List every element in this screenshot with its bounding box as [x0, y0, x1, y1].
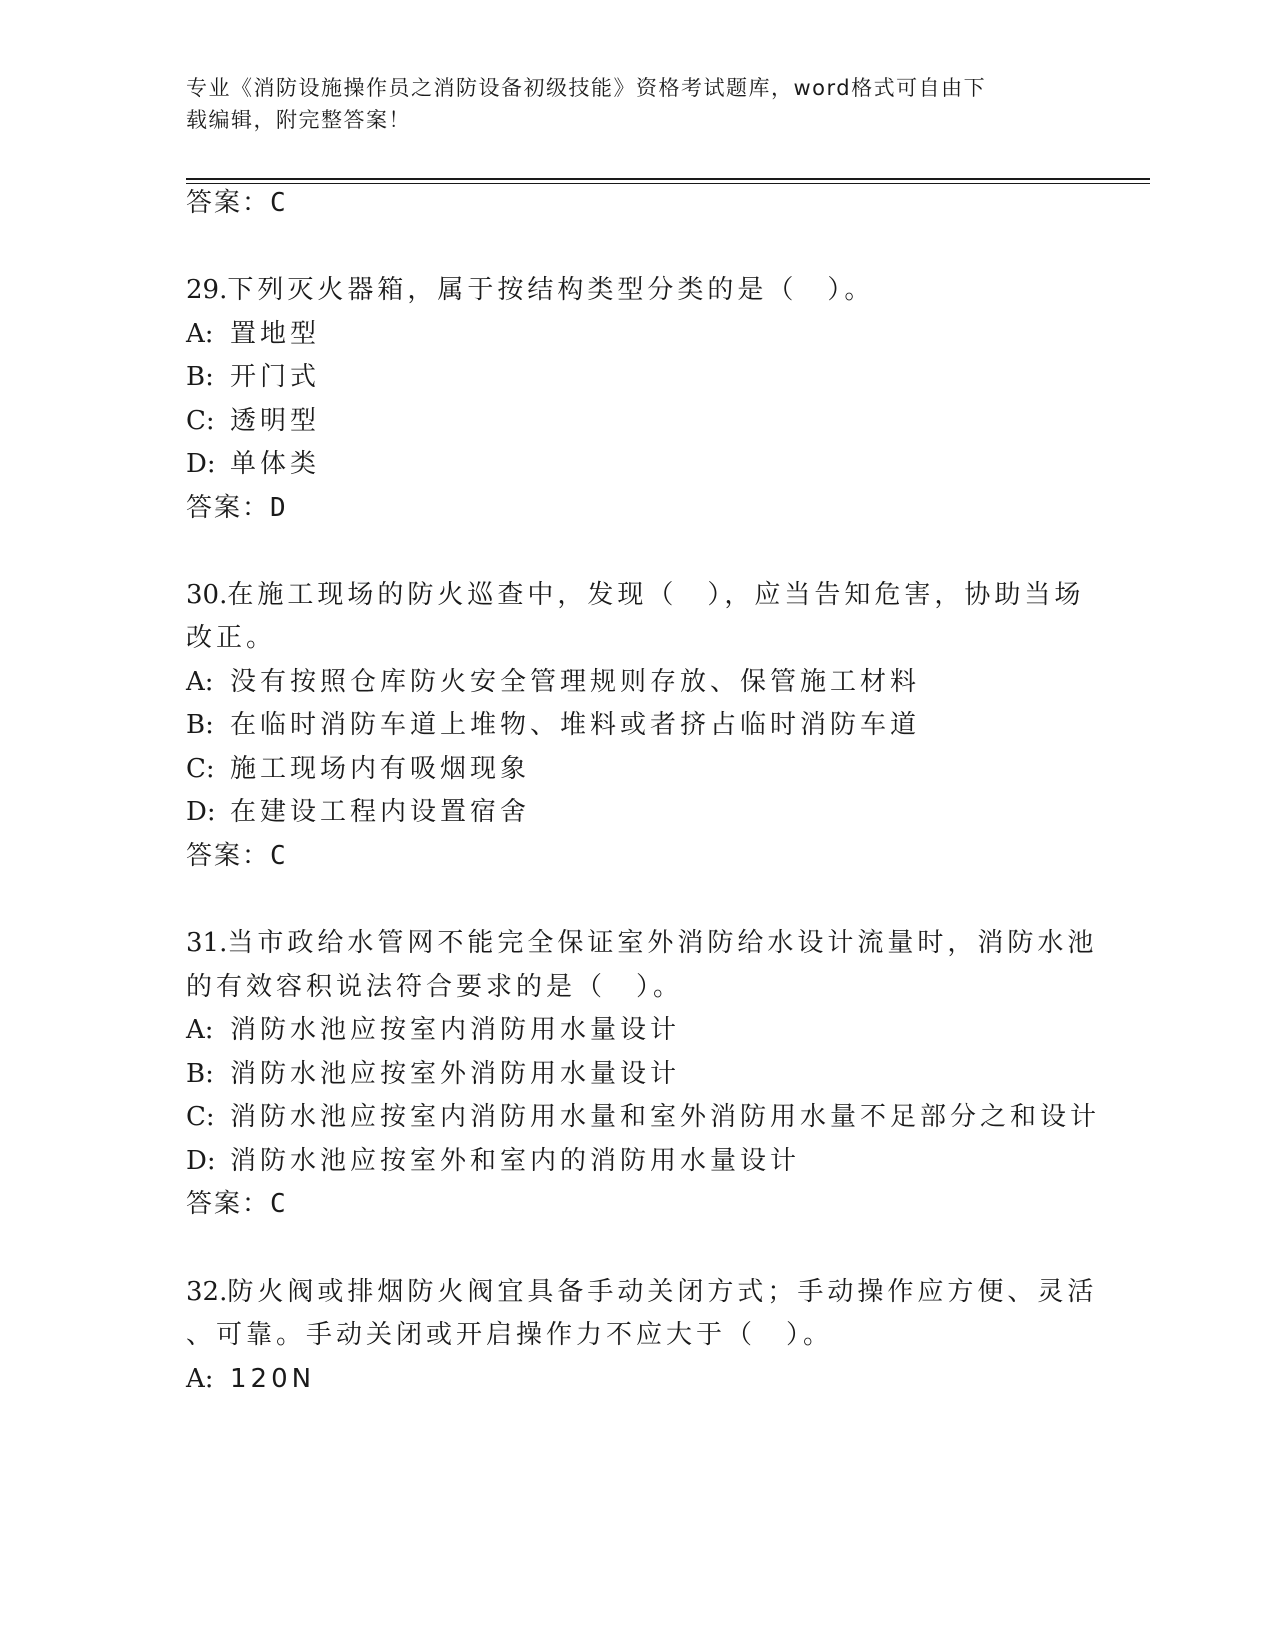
header-line-1: 专业《消防设施操作员之消防设备初级技能》资格考试题库，word格式可自由下 — [186, 76, 987, 100]
option-text: 透明型 — [230, 406, 321, 436]
option-letter: D: — [186, 449, 216, 479]
option-letter: B: — [186, 710, 214, 740]
answer-value: C — [270, 1189, 287, 1219]
header-line-2: 载编辑，附完整答案！ — [186, 108, 411, 132]
question-text: 、可靠。手动关闭或开启操作力不应大于（ ）。 — [186, 1320, 834, 1350]
option-row — [186, 447, 320, 481]
question-number: 31. — [186, 928, 228, 958]
option-letter: D: — [186, 1146, 216, 1176]
option-text: 在临时消防车道上堆物、堆料或者挤占临时消防车道 — [230, 710, 921, 740]
question-text: 下列灭火器箱，属于按结构类型分类的是（ ）。 — [227, 275, 875, 305]
option-text: 开门式 — [230, 362, 321, 392]
option-text: 消防水池应按室外消防用水量设计 — [230, 1059, 681, 1089]
option-row — [186, 1362, 315, 1396]
option-letter: C: — [186, 754, 215, 784]
option-letter: B: — [186, 1059, 214, 1089]
option-letter: C: — [186, 1102, 215, 1132]
option-row — [186, 1013, 680, 1047]
option-row — [186, 665, 920, 699]
option-row — [186, 708, 920, 742]
option-letter: A: — [186, 1364, 214, 1394]
option-text: 置地型 — [230, 319, 321, 349]
option-row — [186, 752, 530, 786]
answer-value: C — [270, 188, 287, 218]
option-letter: A: — [186, 319, 214, 349]
question-text: 防火阀或排烟防火阀宜具备手动关闭方式；手动操作应方便、灵活 — [227, 1277, 1098, 1307]
answer-label: 答案： — [186, 493, 271, 523]
option-text: 消防水池应按室内消防用水量设计 — [230, 1015, 681, 1045]
question-text: 的有效容积说法符合要求的是（ ）。 — [186, 972, 684, 1002]
option-row — [186, 404, 320, 438]
question-stem — [186, 578, 1084, 612]
question-number: 32. — [186, 1277, 228, 1307]
answer-label: 答案： — [186, 1189, 271, 1219]
answer-line — [186, 1187, 287, 1221]
option-row — [186, 360, 320, 394]
option-letter: D: — [186, 797, 216, 827]
option-text: 在建设工程内设置宿舍 — [230, 797, 531, 827]
header-rule-thin — [186, 183, 1150, 184]
question-stem — [186, 926, 1097, 960]
document-header — [186, 72, 1066, 136]
option-row — [186, 1057, 680, 1091]
answer-label: 答案： — [186, 841, 271, 871]
question-text: 当市政给水管网不能完全保证室外消防给水设计流量时，消防水池 — [227, 928, 1098, 958]
option-row — [186, 795, 530, 829]
question-number: 30. — [186, 580, 228, 610]
option-text: 消防水池应按室外和室内的消防用水量设计 — [230, 1146, 801, 1176]
question-number: 29. — [186, 275, 228, 305]
question-text: 在施工现场的防火巡查中，发现（ ），应当告知危害，协助当场 — [227, 580, 1085, 610]
answer-label: 答案： — [186, 188, 271, 218]
option-text: 单体类 — [230, 449, 321, 479]
answer-line — [186, 491, 287, 525]
option-text: 120N — [230, 1364, 316, 1394]
option-text: 施工现场内有吸烟现象 — [230, 754, 531, 784]
answer-line — [186, 186, 287, 220]
question-text: 改正。 — [186, 623, 277, 653]
option-letter: C: — [186, 406, 215, 436]
option-text: 消防水池应按室内消防用水量和室外消防用水量不足部分之和设计 — [230, 1102, 1101, 1132]
question-stem-continued — [186, 621, 276, 655]
option-row — [186, 1100, 1100, 1134]
option-letter: A: — [186, 1015, 214, 1045]
question-stem-continued — [186, 970, 683, 1004]
option-letter: B: — [186, 362, 214, 392]
option-row — [186, 317, 320, 351]
question-stem-continued — [186, 1318, 833, 1352]
question-stem — [186, 273, 874, 307]
question-stem — [186, 1275, 1097, 1309]
option-letter: A: — [186, 667, 214, 697]
option-row — [186, 1144, 800, 1178]
answer-value: D — [270, 493, 287, 523]
header-rule-thick — [186, 178, 1150, 180]
answer-value: C — [270, 841, 287, 871]
option-text: 没有按照仓库防火安全管理规则存放、保管施工材料 — [230, 667, 921, 697]
answer-line — [186, 839, 287, 873]
